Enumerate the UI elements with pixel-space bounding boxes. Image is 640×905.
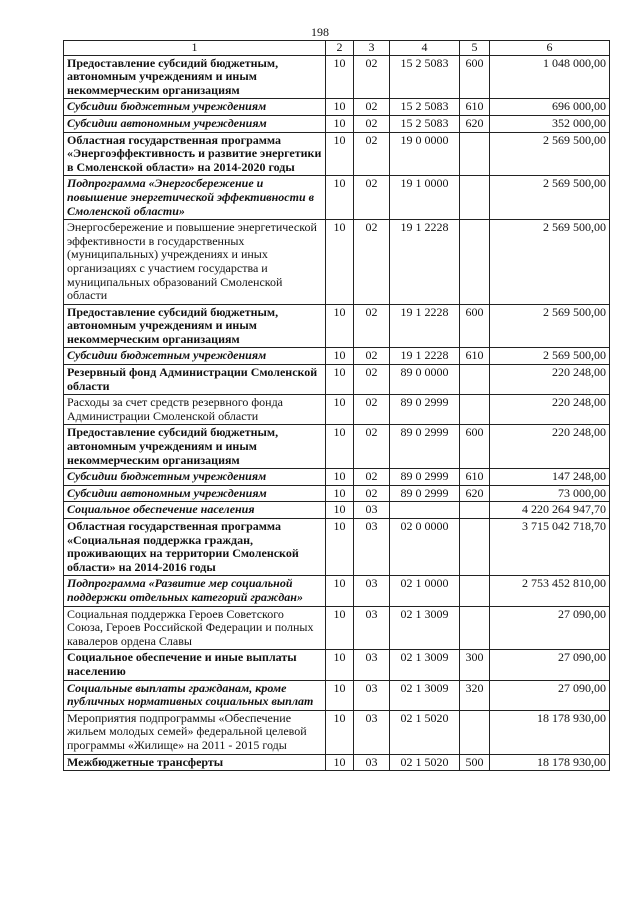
row-subsection-cell: 03 — [354, 502, 390, 519]
row-section-cell: 10 — [326, 680, 354, 710]
row-subsection-cell: 02 — [354, 365, 390, 395]
row-subsection-cell: 02 — [354, 132, 390, 176]
row-name-cell: Субсидии бюджетным учреждениям — [64, 99, 326, 116]
row-subsection-cell: 02 — [354, 220, 390, 305]
row-target-code-cell: 89 0 2999 — [390, 469, 460, 486]
row-target-code-cell: 19 1 2228 — [390, 348, 460, 365]
row-amount-cell: 73 000,00 — [490, 485, 610, 502]
row-subsection-cell: 02 — [354, 99, 390, 116]
row-target-code-cell: 02 1 3009 — [390, 680, 460, 710]
row-amount-cell: 1 048 000,00 — [490, 55, 610, 99]
table-row — [64, 680, 610, 710]
row-subsection-cell: 03 — [354, 680, 390, 710]
row-amount-cell: 2 569 500,00 — [490, 176, 610, 220]
row-subsection-cell: 03 — [354, 606, 390, 650]
header-col-6: 6 — [490, 41, 610, 56]
row-name-cell: Подпрограмма «Развитие мер социальной поддержки отдельных категорий граждан» — [64, 576, 326, 606]
row-name-cell: Межбюджетные трансферты — [64, 754, 326, 771]
row-name-cell: Социальная поддержка Героев Советского Союза, Героев Российской Федерации и полных кавалеров ордена Славы — [64, 606, 326, 650]
row-expense-type-cell — [460, 395, 490, 425]
row-name-cell: Субсидии автономным учреждениям — [64, 115, 326, 132]
table-row — [64, 519, 610, 576]
row-target-code-cell: 02 1 0000 — [390, 576, 460, 606]
header-col-1: 1 — [64, 41, 326, 56]
row-name-cell: Резервный фонд Администрации Смоленской области — [64, 365, 326, 395]
row-expense-type-cell: 600 — [460, 304, 490, 348]
row-section-cell: 10 — [326, 754, 354, 771]
row-expense-type-cell — [460, 132, 490, 176]
row-target-code-cell: 02 1 3009 — [390, 650, 460, 680]
row-expense-type-cell — [460, 176, 490, 220]
budget-table — [63, 40, 610, 771]
table-row — [64, 395, 610, 425]
row-amount-cell: 696 000,00 — [490, 99, 610, 116]
row-expense-type-cell: 320 — [460, 680, 490, 710]
row-amount-cell: 4 220 264 947,70 — [490, 502, 610, 519]
row-amount-cell: 18 178 930,00 — [490, 710, 610, 754]
row-target-code-cell: 89 0 2999 — [390, 425, 460, 469]
row-subsection-cell: 02 — [354, 55, 390, 99]
row-expense-type-cell: 620 — [460, 485, 490, 502]
row-expense-type-cell — [460, 576, 490, 606]
table-row — [64, 650, 610, 680]
row-name-cell: Социальное обеспечение и иные выплаты населению — [64, 650, 326, 680]
row-target-code-cell: 15 2 5083 — [390, 55, 460, 99]
header-col-2: 2 — [326, 41, 354, 56]
row-section-cell: 10 — [326, 606, 354, 650]
row-subsection-cell: 02 — [354, 176, 390, 220]
row-target-code-cell: 89 0 2999 — [390, 395, 460, 425]
row-name-cell: Областная государственная программа «Энергоэффективность и развитие энергетики в Смоленской области» на 2014-2020 годы — [64, 132, 326, 176]
row-amount-cell: 220 248,00 — [490, 365, 610, 395]
row-subsection-cell: 03 — [354, 519, 390, 576]
table-row — [64, 365, 610, 395]
row-subsection-cell: 02 — [354, 469, 390, 486]
row-section-cell: 10 — [326, 710, 354, 754]
table-row — [64, 304, 610, 348]
row-amount-cell: 220 248,00 — [490, 395, 610, 425]
row-expense-type-cell: 500 — [460, 754, 490, 771]
row-subsection-cell: 02 — [354, 425, 390, 469]
row-expense-type-cell: 600 — [460, 425, 490, 469]
row-expense-type-cell — [460, 710, 490, 754]
header-col-4: 4 — [390, 41, 460, 56]
row-section-cell: 10 — [326, 469, 354, 486]
table-row — [64, 469, 610, 486]
row-section-cell: 10 — [326, 176, 354, 220]
row-expense-type-cell — [460, 502, 490, 519]
row-section-cell: 10 — [326, 220, 354, 305]
row-target-code-cell: 19 1 2228 — [390, 220, 460, 305]
table-row — [64, 710, 610, 754]
row-expense-type-cell — [460, 365, 490, 395]
row-amount-cell: 27 090,00 — [490, 606, 610, 650]
row-subsection-cell: 02 — [354, 395, 390, 425]
table-row — [64, 176, 610, 220]
row-section-cell: 10 — [326, 348, 354, 365]
row-name-cell: Предоставление субсидий бюджетным, автономным учреждениям и иным некоммерческим организациям — [64, 425, 326, 469]
row-target-code-cell: 02 0 0000 — [390, 519, 460, 576]
table-row — [64, 115, 610, 132]
header-col-3: 3 — [354, 41, 390, 56]
row-amount-cell: 352 000,00 — [490, 115, 610, 132]
row-amount-cell: 18 178 930,00 — [490, 754, 610, 771]
row-expense-type-cell — [460, 519, 490, 576]
table-row — [64, 754, 610, 771]
row-subsection-cell: 03 — [354, 576, 390, 606]
row-name-cell: Субсидии бюджетным учреждениям — [64, 469, 326, 486]
row-amount-cell: 2 569 500,00 — [490, 304, 610, 348]
row-name-cell: Мероприятия подпрограммы «Обеспечение жильем молодых семей» федеральной целевой программы «Жилище» на 2011 - 2015 годы — [64, 710, 326, 754]
row-name-cell: Областная государственная программа «Социальная поддержка граждан, проживающих на территории Смоленской области» на 2014-2016 годы — [64, 519, 326, 576]
row-section-cell: 10 — [326, 395, 354, 425]
row-section-cell: 10 — [326, 304, 354, 348]
row-expense-type-cell — [460, 220, 490, 305]
row-section-cell: 10 — [326, 519, 354, 576]
row-target-code-cell: 19 0 0000 — [390, 132, 460, 176]
row-subsection-cell: 02 — [354, 304, 390, 348]
table-row — [64, 576, 610, 606]
row-amount-cell: 220 248,00 — [490, 425, 610, 469]
row-section-cell: 10 — [326, 365, 354, 395]
row-expense-type-cell — [460, 606, 490, 650]
row-name-cell: Социальное обеспечение населения — [64, 502, 326, 519]
row-subsection-cell: 02 — [354, 485, 390, 502]
row-subsection-cell: 03 — [354, 754, 390, 771]
row-expense-type-cell: 620 — [460, 115, 490, 132]
row-subsection-cell: 03 — [354, 710, 390, 754]
row-section-cell: 10 — [326, 576, 354, 606]
row-target-code-cell: 19 1 0000 — [390, 176, 460, 220]
row-target-code-cell: 02 1 3009 — [390, 606, 460, 650]
row-expense-type-cell: 610 — [460, 469, 490, 486]
table-row — [64, 55, 610, 99]
row-subsection-cell: 03 — [354, 650, 390, 680]
row-amount-cell: 147 248,00 — [490, 469, 610, 486]
row-target-code-cell: 19 1 2228 — [390, 304, 460, 348]
row-expense-type-cell: 600 — [460, 55, 490, 99]
row-name-cell: Субсидии бюджетным учреждениям — [64, 348, 326, 365]
row-amount-cell: 2 753 452 810,00 — [490, 576, 610, 606]
row-section-cell: 10 — [326, 55, 354, 99]
row-amount-cell: 27 090,00 — [490, 680, 610, 710]
row-expense-type-cell: 610 — [460, 99, 490, 116]
table-row — [64, 606, 610, 650]
row-amount-cell: 2 569 500,00 — [490, 220, 610, 305]
row-target-code-cell — [390, 502, 460, 519]
table-row — [64, 425, 610, 469]
row-target-code-cell: 89 0 2999 — [390, 485, 460, 502]
row-target-code-cell: 15 2 5083 — [390, 99, 460, 116]
row-expense-type-cell: 300 — [460, 650, 490, 680]
table-row — [64, 348, 610, 365]
row-target-code-cell: 15 2 5083 — [390, 115, 460, 132]
row-section-cell: 10 — [326, 99, 354, 116]
row-amount-cell: 27 090,00 — [490, 650, 610, 680]
row-name-cell: Социальные выплаты гражданам, кроме публичных нормативных социальных выплат — [64, 680, 326, 710]
row-amount-cell: 2 569 500,00 — [490, 348, 610, 365]
row-name-cell: Предоставление субсидий бюджетным, автономным учреждениям и иным некоммерческим организациям — [64, 304, 326, 348]
table-row — [64, 485, 610, 502]
row-target-code-cell: 02 1 5020 — [390, 754, 460, 771]
row-section-cell: 10 — [326, 115, 354, 132]
row-section-cell: 10 — [326, 650, 354, 680]
row-section-cell: 10 — [326, 132, 354, 176]
row-name-cell: Энергосбережение и повышение энергетической эффективности в государственных (муниципальных) учреждениях и иных организациях с участием государства и муниципальных образований Смоленской области — [64, 220, 326, 305]
row-section-cell: 10 — [326, 485, 354, 502]
row-amount-cell: 3 715 042 718,70 — [490, 519, 610, 576]
table-row — [64, 132, 610, 176]
table-row — [64, 502, 610, 519]
row-expense-type-cell: 610 — [460, 348, 490, 365]
table-row — [64, 99, 610, 116]
row-amount-cell: 2 569 500,00 — [490, 132, 610, 176]
row-name-cell: Субсидии автономным учреждениям — [64, 485, 326, 502]
row-target-code-cell: 89 0 0000 — [390, 365, 460, 395]
row-name-cell: Подпрограмма «Энергосбережение и повышение энергетической эффективности в Смоленской области» — [64, 176, 326, 220]
table-row — [64, 220, 610, 305]
row-section-cell: 10 — [326, 502, 354, 519]
row-target-code-cell: 02 1 5020 — [390, 710, 460, 754]
row-name-cell: Предоставление субсидий бюджетным, автономным учреждениям и иным некоммерческим организациям — [64, 55, 326, 99]
row-section-cell: 10 — [326, 425, 354, 469]
header-col-5: 5 — [460, 41, 490, 56]
row-subsection-cell: 02 — [354, 115, 390, 132]
header-row — [64, 41, 610, 56]
row-name-cell: Расходы за счет средств резервного фонда Администрации Смоленской области — [64, 395, 326, 425]
row-subsection-cell: 02 — [354, 348, 390, 365]
page-number: 198 — [311, 25, 329, 39]
